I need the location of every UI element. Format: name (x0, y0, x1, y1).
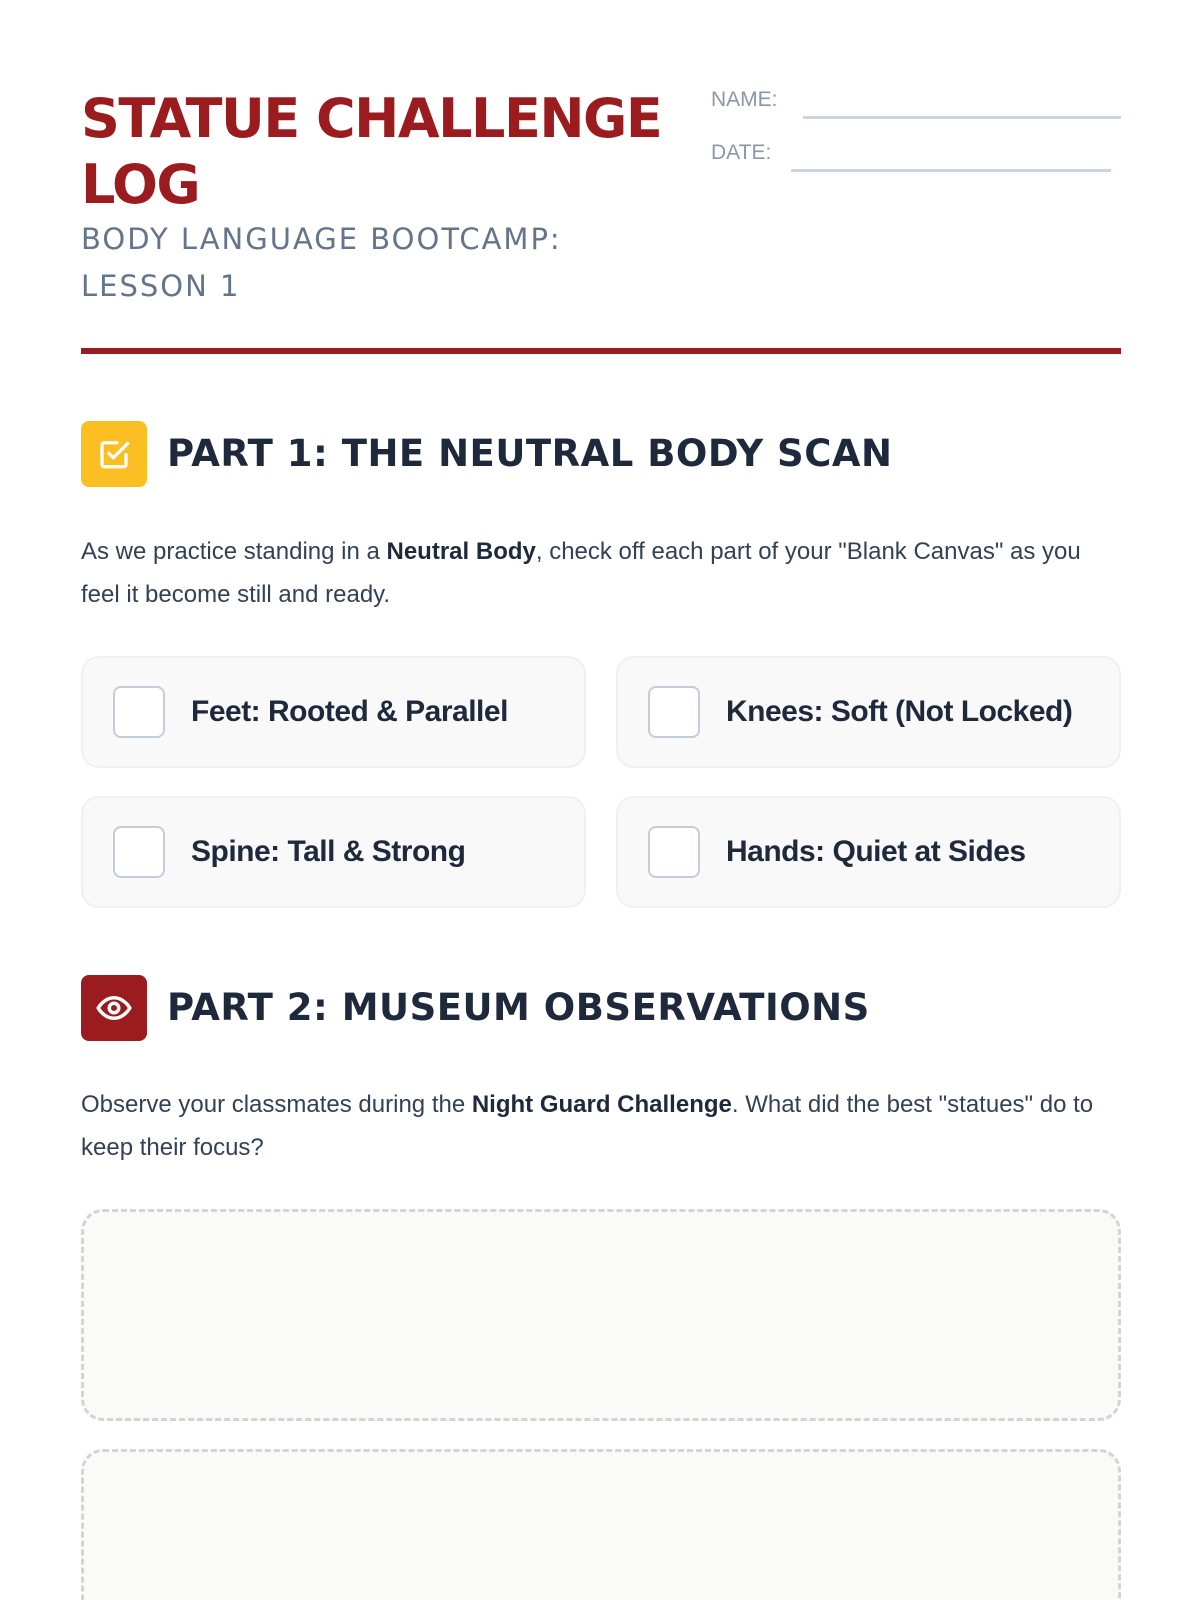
checkbox[interactable] (113, 686, 165, 738)
checklist-item-label: Feet: Rooted & Parallel (191, 695, 508, 728)
observation-notes-box[interactable] (81, 1209, 1121, 1421)
worksheet-page (81, 0, 1121, 1600)
checklist-item-label: Knees: Soft (Not Locked) (726, 695, 1073, 728)
checklist-item-knees[interactable] (616, 656, 1121, 768)
part2-header (81, 975, 1121, 1041)
date-field[interactable] (791, 169, 1111, 172)
part1-title: PART 1: THE NEUTRAL BODY SCAN (167, 432, 893, 475)
name-row (711, 82, 1121, 135)
night-guard-term: Night Guard Challenge (471, 1091, 732, 1118)
page-title: STATUE CHALLENGE LOG (81, 87, 662, 216)
name-label: NAME: (711, 88, 778, 111)
eye-icon (81, 975, 147, 1041)
date-label: DATE: (711, 141, 772, 164)
part2-title: PART 2: MUSEUM OBSERVATIONS (167, 986, 870, 1029)
checklist-item-spine[interactable] (81, 796, 586, 908)
header (81, 82, 1121, 352)
checkbox-icon (81, 421, 147, 487)
checklist-item-feet[interactable] (81, 656, 586, 768)
observation-notes-box[interactable] (81, 1449, 1121, 1600)
neutral-body-term: Neutral Body (386, 538, 536, 565)
part2-instructions: Observe your classmates during the Night Guard Challenge. What did the best "statues" do to keep their focus? (81, 1091, 1094, 1161)
checklist-item-label: Hands: Quiet at Sides (726, 835, 1026, 868)
page-subtitle: BODY LANGUAGE BOOTCAMP: LESSON 1 (81, 222, 562, 303)
part1-instructions: As we practice standing in a Neutral Body, check off each part of your "Blank Canvas" as you feel it become still and ready. (81, 538, 1081, 608)
checkbox[interactable] (648, 686, 700, 738)
checkbox[interactable] (648, 826, 700, 878)
date-row (711, 135, 1121, 188)
header-divider (81, 348, 1121, 354)
name-field[interactable] (803, 116, 1121, 119)
checklist-item-label: Spine: Tall & Strong (191, 835, 466, 868)
checkbox[interactable] (113, 826, 165, 878)
part1-header (81, 421, 1121, 487)
meta-fields (711, 82, 1121, 188)
checklist-item-hands[interactable] (616, 796, 1121, 908)
